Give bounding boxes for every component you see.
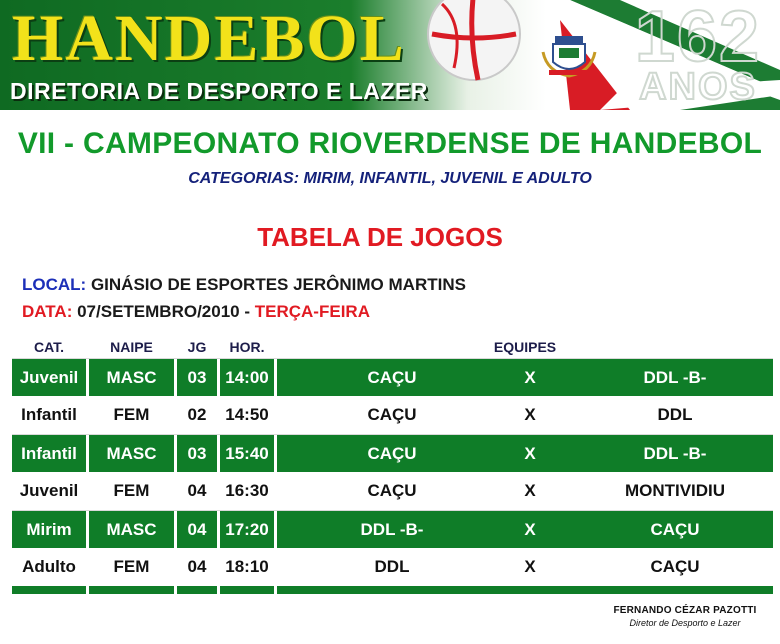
signature-block bbox=[600, 605, 770, 628]
team-home: CAÇU bbox=[367, 368, 417, 387]
championship-title: VII - CAMPEONATO RIOVERDENSE DE HANDEBOL bbox=[17, 127, 763, 160]
team-away: DDL bbox=[657, 405, 693, 424]
date-line bbox=[22, 302, 370, 322]
table-row bbox=[12, 358, 773, 397]
venue-line bbox=[22, 275, 466, 295]
cell-cat: Mirim bbox=[12, 511, 86, 549]
strip-segment bbox=[277, 586, 773, 594]
strip-segment bbox=[177, 586, 217, 594]
cell-hour: 15:40 bbox=[220, 435, 274, 473]
signature-role: Diretor de Desporto e Lazer bbox=[629, 618, 741, 628]
years-number: 162 bbox=[634, 0, 762, 77]
city-crest-icon bbox=[541, 34, 597, 78]
table-row bbox=[12, 510, 773, 549]
cell-hour: 14:50 bbox=[220, 396, 274, 434]
col-jg: JG bbox=[187, 339, 207, 355]
col-naipe: NAIPE bbox=[110, 339, 153, 355]
cell-naipe: MASC bbox=[89, 435, 174, 473]
venue-label: LOCAL: bbox=[22, 275, 87, 294]
table-title: TABELA DE JOGOS bbox=[257, 222, 503, 252]
date-value: 07/SETEMBRO/2010 bbox=[77, 302, 240, 321]
cell-teams bbox=[277, 359, 773, 397]
versus: X bbox=[524, 444, 536, 463]
cell-jg: 04 bbox=[177, 472, 217, 510]
team-home: CAÇU bbox=[367, 481, 417, 500]
cell-cat: Infantil bbox=[12, 396, 86, 434]
strip-segment bbox=[89, 586, 174, 594]
cell-cat: Adulto bbox=[12, 548, 86, 586]
cell-naipe: MASC bbox=[89, 511, 174, 549]
versus: X bbox=[524, 481, 536, 500]
years-label: ANOS bbox=[639, 66, 757, 108]
team-away: DDL -B- bbox=[643, 444, 707, 463]
cell-teams bbox=[277, 511, 773, 549]
cell-naipe: FEM bbox=[89, 396, 174, 434]
col-cat: CAT. bbox=[33, 339, 65, 355]
handball-icon bbox=[424, 0, 528, 84]
strip-segment bbox=[220, 586, 274, 594]
cell-jg: 04 bbox=[177, 511, 217, 549]
cell-naipe: MASC bbox=[89, 359, 174, 397]
versus: X bbox=[524, 368, 536, 387]
cell-hour: 18:10 bbox=[220, 548, 274, 586]
table-bottom-strip bbox=[12, 586, 773, 594]
versus: X bbox=[524, 405, 536, 424]
cell-cat: Infantil bbox=[12, 435, 86, 473]
team-home: CAÇU bbox=[367, 405, 417, 424]
categories-line: CATEGORIAS: MIRIM, INFANTIL, JUVENIL E ADULTO bbox=[188, 170, 592, 187]
versus: X bbox=[524, 520, 536, 539]
team-home: CAÇU bbox=[367, 444, 417, 463]
anniversary-mark bbox=[618, 0, 778, 108]
banner-title: HANDEBOL bbox=[12, 2, 406, 75]
team-away: MONTIVIDIU bbox=[624, 481, 726, 500]
banner-subtitle: DIRETORIA DE DESPORTO E LAZER bbox=[10, 78, 428, 104]
cell-jg: 04 bbox=[177, 548, 217, 586]
signature-name: FERNANDO CÉZAR PAZOTTI bbox=[613, 605, 757, 616]
cell-jg: 03 bbox=[177, 359, 217, 397]
date-label: DATA: bbox=[22, 302, 73, 321]
cell-hour: 16:30 bbox=[220, 472, 274, 510]
cell-hour: 14:00 bbox=[220, 359, 274, 397]
cell-naipe: FEM bbox=[89, 548, 174, 586]
cell-teams bbox=[277, 396, 773, 434]
cell-naipe: FEM bbox=[89, 472, 174, 510]
team-away: DDL -B- bbox=[643, 368, 707, 387]
team-home: DDL bbox=[374, 557, 410, 576]
team-away: CAÇU bbox=[650, 520, 700, 539]
strip-segment bbox=[12, 586, 86, 594]
table-row bbox=[12, 434, 773, 473]
venue-value: GINÁSIO DE ESPORTES JERÔNIMO MARTINS bbox=[90, 275, 466, 294]
header-banner bbox=[0, 0, 780, 110]
weekday: TERÇA-FEIRA bbox=[254, 302, 370, 321]
cell-cat: Juvenil bbox=[12, 359, 86, 397]
cell-hour: 17:20 bbox=[220, 511, 274, 549]
versus: X bbox=[524, 557, 536, 576]
col-equipes: EQUIPES bbox=[493, 339, 557, 355]
date-separator: - bbox=[244, 302, 251, 321]
cell-jg: 02 bbox=[177, 396, 217, 434]
table-row bbox=[12, 472, 773, 510]
table-header bbox=[0, 339, 780, 357]
cell-teams bbox=[277, 548, 773, 586]
table-row bbox=[12, 396, 773, 434]
cell-jg: 03 bbox=[177, 435, 217, 473]
cell-cat: Juvenil bbox=[12, 472, 86, 510]
cell-teams bbox=[277, 435, 773, 473]
cell-teams bbox=[277, 472, 773, 510]
team-away: CAÇU bbox=[650, 557, 700, 576]
team-home: DDL -B- bbox=[360, 520, 424, 539]
col-hor: HOR. bbox=[229, 339, 265, 355]
table-row bbox=[12, 548, 773, 586]
